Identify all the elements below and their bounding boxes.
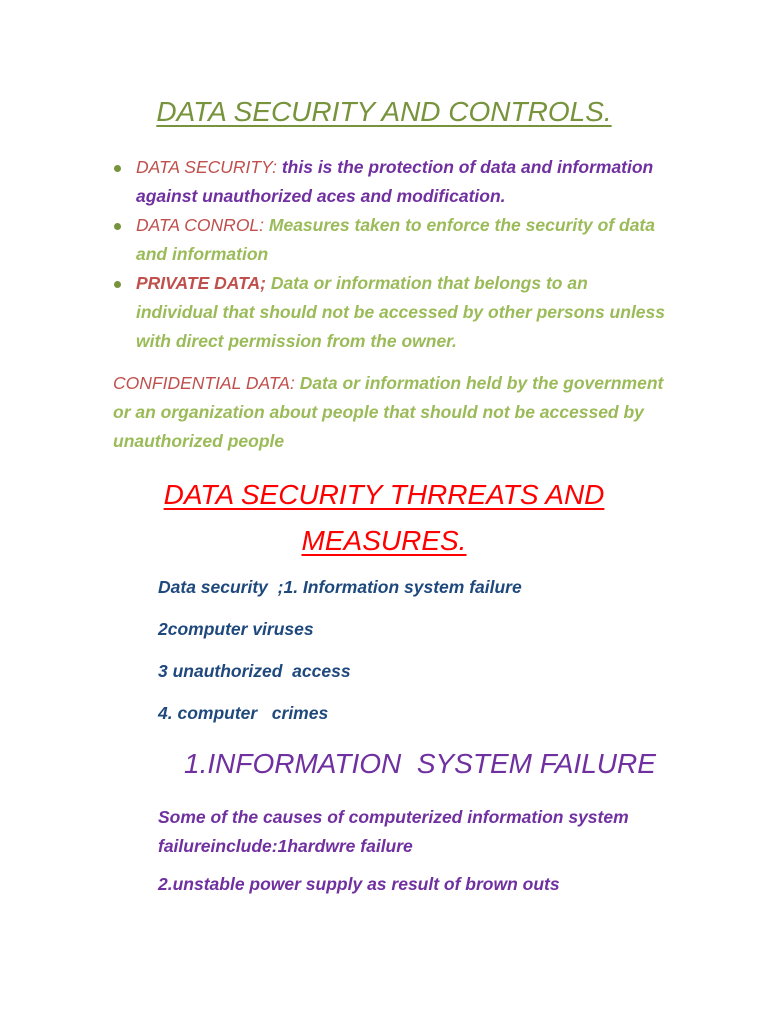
- definition-text: this is the protection of data and information against unauthorized aces and modification.: [136, 157, 654, 206]
- failure-cause-item: 2.unstable power supply as result of brown outs: [158, 874, 560, 894]
- confidential-text: Data or information held by the government or an organization about people that should not be accessed by unauthorized people: [113, 373, 664, 451]
- threat-item: 3 unauthorized access: [158, 661, 351, 681]
- bullet-icon: [114, 281, 121, 288]
- threats-heading-line-1: DATA SECURITY THRREATS AND: [163, 479, 605, 510]
- threat-item: 4. computer crimes: [158, 703, 329, 723]
- definition-data-security: [108, 153, 668, 211]
- definition-term: DATA SECURITY:: [136, 157, 277, 177]
- definition-text: Data or information that belongs to an individual that should not be accessed by other persons unless with direct permission from the owner.: [136, 273, 665, 351]
- definition-text: Measures taken to enforce the security of data and information: [136, 215, 655, 264]
- definition-term: PRIVATE DATA;: [136, 273, 266, 293]
- definition-term: DATA CONROL:: [136, 215, 265, 235]
- definition-data-control: [108, 211, 668, 269]
- bullet-icon: [114, 165, 121, 172]
- threat-item: 2computer viruses: [158, 619, 314, 639]
- definitions-list: [108, 153, 668, 356]
- information-system-failure-heading: 1.INFORMATION SYSTEM FAILURE: [184, 748, 656, 779]
- threat-item: Data security ;1. Information system failure: [158, 577, 522, 597]
- threats-heading-line-2: MEASURES.: [301, 525, 467, 556]
- confidential-data-paragraph: [113, 369, 678, 456]
- confidential-term: CONFIDENTIAL DATA:: [113, 373, 295, 393]
- failure-causes-intro: Some of the causes of computerized information system failureinclude:1hardwre failure: [158, 807, 629, 856]
- threats-heading: [0, 472, 768, 564]
- document-title: DATA SECURITY AND CONTROLS.: [156, 96, 612, 127]
- definition-private-data: [108, 269, 668, 356]
- bullet-icon: [114, 223, 121, 230]
